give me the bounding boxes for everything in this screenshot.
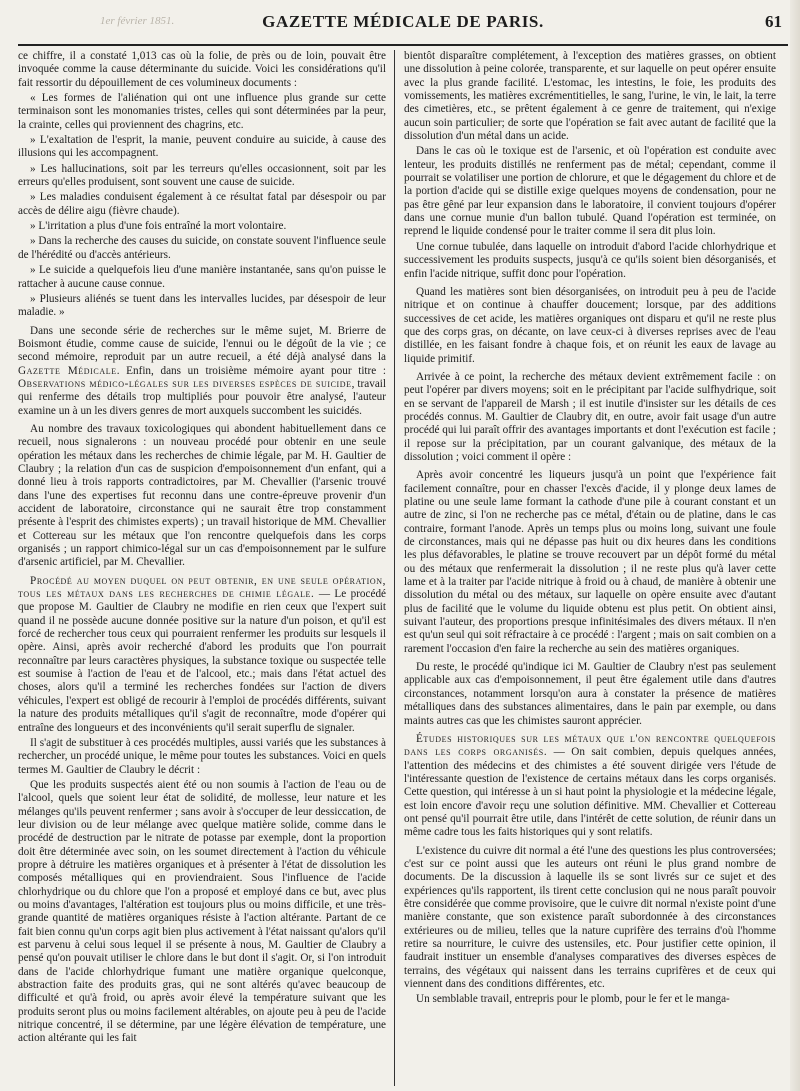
quote-paragraph: » L'irritation a plus d'une fois entraîné la mort volontaire. xyxy=(30,220,287,233)
paragraph: Du reste, le procédé qu'indique ici M. Gaultier de Claubry n'est pas seulement applicable aux cas d'empoisonnement, il peut être également utile dans d'autres circonstances, notamment lorsqu'on aura à constater la présence de matières métalliques dans des substances alimentaires, dans le pain par exemple, ou dans maints autres cas que les chimistes sauront apprécier. xyxy=(404,661,776,727)
quote-paragraph: » Les hallucinations, soit par les terreurs qu'elles occasionnent, soit par les erreurs qu'elles produisent, sont souvent une cause de suicide. xyxy=(18,162,386,189)
section-paragraph xyxy=(18,575,386,735)
paragraph: ce chiffre, il a constaté 1,013 cas où la folie, de près ou de loin, pouvait être invoquée comme la cause déterminante du suicide. Voici les considérations qu'il fait ressortir du dépouillement de ces volumineux documents : xyxy=(18,50,386,89)
issue-date: 1er février 1851. xyxy=(100,15,175,27)
paragraph xyxy=(18,325,386,418)
paragraph: Dans le cas où le toxique est de l'arsenic, et où l'opération est conduite avec lenteur, les produits distillés ne renferment pas de métal; cependant, comme il pourrait se volatiliser une portion de chlorure, et que le dégagement du chlore et de la portion d'acide qui se distille exige quelques moyens de condensation, pour ne pas être gêné par leur expansion dans le laboratoire, il convient toujours d'opérer dans une cornue munie d'un ballon tubulé. Quand l'opération est terminée, on reprend le liquide condensé pour le traiter comme il sera dit plus loin. xyxy=(404,145,776,238)
quote-paragraph: « Les formes de l'aliénation qui ont une influence plus grande sur cette terminaison sont les monomanies tristes, celles qui sont déterminées par la peur, la crainte, celles qui proviennent des chagrins, etc. xyxy=(18,92,386,131)
paragraph: Un semblable travail, entrepris pour le plomb, pour le fer et le manga- xyxy=(416,993,730,1006)
text-run: , travail qui renferme des détails trop multipliés pour pouvoir être analysé, l'auteur examine un à un les divers genres de mort auxquels succombent les suicidés. xyxy=(18,377,386,417)
paragraph: Quand les matières sont bien désorganisées, on introduit peu à peu de l'acide nitrique et on continue à chauffer doucement; lorsque, par des additions successives de cet acide, les matières organiques ont disparu et qu'il ne reste plus que des corps gras, on décante, on lave ceux-ci à diverses reprises avec de l'eau distillée, en les faisant fondre à chaque fois, et on réunit les eaux de lavage au liquide primitif. xyxy=(404,285,776,365)
right-column xyxy=(404,50,776,1086)
page-edge xyxy=(790,0,800,1091)
journal-title: GAZETTE MÉDICALE DE PARIS. xyxy=(262,12,544,31)
text-run: . Enfin, dans un troisième mémoire ayant pour titre : xyxy=(116,364,386,377)
paragraph: Une cornue tubulée, dans laquelle on introduit d'abord l'acide chlorhydrique et successivement les produits suspects, jusqu'à ce qu'ils soient bien désorganisés, et enfin l'acide nitrique, suffit donc pour l'opération. xyxy=(404,240,776,280)
quote-paragraph: » Les maladies conduisent également à ce résultat fatal par désespoir ou par accès de délire aigu (fièvre chaude). xyxy=(18,191,386,217)
quote-paragraph: » Le suicide a quelquefois lieu d'une manière instantanée, sans qu'on puisse le rattacher à aucune cause connue. xyxy=(18,264,386,290)
paragraph: bientôt disparaître complétement, à l'exception des matières grasses, on obtient une dissolution à peine colorée, transparente, et sur laquelle on peut opérer ensuite avec la plus grande facilité. L'estomac, les intestins, le foie, les produits des vomissements, les matières excrémentitielles, le sang, l'urine, le vin, le lait, la terre des cimetières, etc., se prêtent également à ce genre de traitement, qui n'exige aucun soin particulier; de sorte que l'opération se fait avec autant de facilité que la dissolution d'un métal dans un acide. xyxy=(404,50,776,143)
section-heading: Procédé au moyen duquel on peut obtenir, en une seule opération, tous les métaux dans les recherches de chimie légale. xyxy=(18,574,386,601)
paragraph: Au nombre des travaux toxicologiques qui abondent habituellement dans ce recueil, nous signalerons : un nouveau procédé pour obtenir en une seule opération les métaux dans les recherches de chimie légale, par M. H. Gaultier de Claubry ; la relation d'un cas de suspicion d'empoisonnement d'un enfant, qui a donné lieu à trois rapports contradictoires, par M. Chevallier (l'arsenic trouvé dans l'une des expertises fut reconnu dans une contre-épreuve provenir d'un accident de laboratoire, circonstance qui ne saurait être trop constamment présente à l'esprit des chimistes experts) ; un travail historique de MM. Chevallier et Cottereau sur les métaux que l'on rencontre quelquefois dans les corps organisés ; un rapport chimico-légal sur un cas d'empoisonnement par le sulfure d'arsenic artificiel, par M. Chevallier. xyxy=(18,422,386,569)
text-run: — On sait combien, depuis quelques années, l'attention des médecins et des chimistes a été souvent dirigée vers l'étude de l'intéressante question de l'existence de certains métaux dans les corps organisés. Cette question, qui intéresse à un si haut point la physiologie et la médecine légale, est loin encore d'avoir reçu une solution définitive. MM. Chevallier et Cottereau ont pensé qu'il pourrait être utile, dans l'intérêt de cette solution, de réunir dans un même cadre tous les faits historiques qui y sont relatifs. xyxy=(404,746,776,839)
paragraph: Que les produits suspectés aient été ou non soumis à l'action de l'eau ou de l'alcool, quels que soient leur état de solidité, de mollesse, leur nature et les mélanges qu'ils peuvent renfermer ; sans avoir à s'occuper de leur dessiccation, de leur division ou de leur mélange avec quelque matière solide, comme dans le procédé de destruction par le nitrate de potasse par exemple, dont la proportion doit être déterminée avec soin, on les soumet directement à l'action du véhicule propre à détruire les matières organiques et à présenter à l'état de dissolution les composés métalliques qui en proviendraient. Sous l'influence de l'acide chlorhydrique ou du chlore que l'on a proposé et employé dans ce but, avec plus ou moins d'avantages, l'altération est toujours plus ou moins difficile, et une très-grande quantité de matières organiques résiste à l'action altérante. Partant de ce fait bien connu qu'un corps agit bien plus activement à l'état naissant qu'alors qu'il est parvenu à celui sous lequel il se présente à nous, M. Gaultier de Claubry a pensé qu'on pouvait utiliser le chlore dans le but dont il s'agit. Or, si l'on introduit dans de l'acide chlorhydrique fumant une matière organique quelconque, abstraction faite des produits gras, qui ne sont altérés qu'avec beaucoup de difficulté et qu'à froid, ou après avoir élevé la température suivant que les produits seront plus ou moins facilement altérables, on ajoute peu à peu de l'acide nitrique concentré, il se détermine, par une légère élévation de température, une action altérante qui les fait xyxy=(18,778,386,1045)
paragraph: Arrivée à ce point, la recherche des métaux devient extrêmement facile : on peut l'opérer par divers moyens; soit en le précipitant par l'acide sulfhydrique, soit en se servant de l'appareil de Marsh ; il est inutile d'insister sur les détails de ces procédés connus. M. Gaultier de Claubry dit, en outre, avoir fait usage d'un autre procédé qui lui paraît offrir des avantages importants et dont l'exécution est facile ; il repose sur la précipitation, par un courant galvanique, des métaux de la dissolution ; voici comment il opère : xyxy=(404,370,776,463)
column-rule xyxy=(394,50,395,1086)
page-number: 61 xyxy=(765,12,782,31)
quote-paragraph: » L'exaltation de l'esprit, la manie, peuvent conduire au suicide, à cause des illusions qui les accompagnent. xyxy=(18,134,386,160)
paragraph: Après avoir concentré les liqueurs jusqu'à un point que l'expérience fait facilement connaître, pour en chasser l'excès d'acide, il y plonge deux lames de platine ou une seule lame formant la cathode d'une pile à courant constant et un autre de zinc, si l'on ne recherche pas ce métal, d'étain ou de platine, dans le cas contraire, formant l'anode. Après un temps plus ou moins long, suivant une foule de circonstances, mais qui ne dépasse pas huit ou dix heures dans les conditions les plus défavorables, le platine se trouve recouvert par un dépôt formé du métal ou des métaux que renfermerait la dissolution ; il ne reste plus qu'à laver cette lame et à la traiter par l'acide nitrique à froid ou à chaud, de manière à obtenir une dissolution du métal ou des métaux, sur laquelle on opère ensuite avec d'autant plus de facilité que le volume du liquide obtenu est plus petit. On obtient ainsi, suivant l'auteur, des proportions presque infinitésimales des divers métaux. Il n'en est qu'un seul qui soit réfractaire à ce procédé : l'argent ; mais on sait combien on a rarement l'occasion d'en faire la recherche au sein des matières organiques. xyxy=(404,469,776,655)
text-run: — Le procédé que propose M. Gaultier de Claubry ne modifie en rien ceux que l'expert suit quand il ne possède aucune donnée positive sur la nature d'un poison, et qu'il est forcé de rechercher tous ceux qui pourraient renfermer les produits sur lesquels il opère. Ainsi, après avoir recherché d'abord les produits que l'on pourrait reconnaître par leurs caractères physiques, la substance toxique ou suspectée telle est soumise à l'action de l'eau et de l'alcool, etc.; mais dans l'état actuel des choses, alors qu'il a terminé les recherches fondées sur l'action de divers véhicules, l'expert est obligé de recourir à l'emploi de procédés différents, suivant la nature des produits métalliques qu'il s'agit de reconnaître, mode d'opérer qui entraîne des longueurs et des inconvénients qu'il serait superflu de signaler. xyxy=(18,588,386,734)
section-paragraph xyxy=(404,733,776,840)
quote-paragraph: » Plusieurs aliénés se tuent dans les intervalles lucides, par désespoir de leur maladie. » xyxy=(18,292,386,319)
quote-paragraph: » Dans la recherche des causes du suicide, on constate souvent l'influence seule de l'hérédité ou d'accès antérieurs. xyxy=(18,235,386,261)
page-header xyxy=(18,8,788,46)
paragraph: Il s'agit de substituer à ces procédés multiples, aussi variés que les substances à rechercher, un procédé unique, le même pour toutes les substances. Voici en quels termes M. Gaultier de Claubry le décrit : xyxy=(18,736,386,776)
paragraph: L'existence du cuivre dit normal a été l'une des questions les plus controversées; c'est sur ce point aussi que les auteurs ont réuni le plus grand nombre de documents. De la discussion à laquelle ils se sont livrés sur ce sujet et des expériences qu'ils rapportent, ils tirent cette conclusion qui ne nous paraît pouvoir être considérée que comme provisoire, que le cuivre dit normal n'existe point d'une manière constante, que son existence paraît subordonnée à des circonstances extérieures ou de milieu, telles que la nature cuprifère des terrains d'où l'homme retire sa nourriture, le cuivre des ustensiles, etc. Pour justifier cette opinion, il faudrait instituer un ensemble d'analyses comparatives des diverses espèces de terrains, des végétaux qui naissent dans les terrains cuprifères et de ceux qui viennent dans des conditions différentes, etc. xyxy=(404,844,776,991)
memoir-title: Observations médico-légales sur les diverses espèces de suicide xyxy=(18,377,352,390)
left-column xyxy=(18,50,386,1086)
text-run: Dans une seconde série de recherches sur le même sujet, M. Brierre de Boismont étudie, comme cause de suicide, l'ennui ou le dégoût de la vie ; ce second mémoire, reproduit par un autre recueil, a été déjà analysé dans la xyxy=(18,324,386,364)
section-heading: Études historiques sur les métaux que l'on rencontre quelquefois dans les corps organisés. xyxy=(404,732,776,759)
journal-name: Gazette Médicale xyxy=(18,364,117,377)
